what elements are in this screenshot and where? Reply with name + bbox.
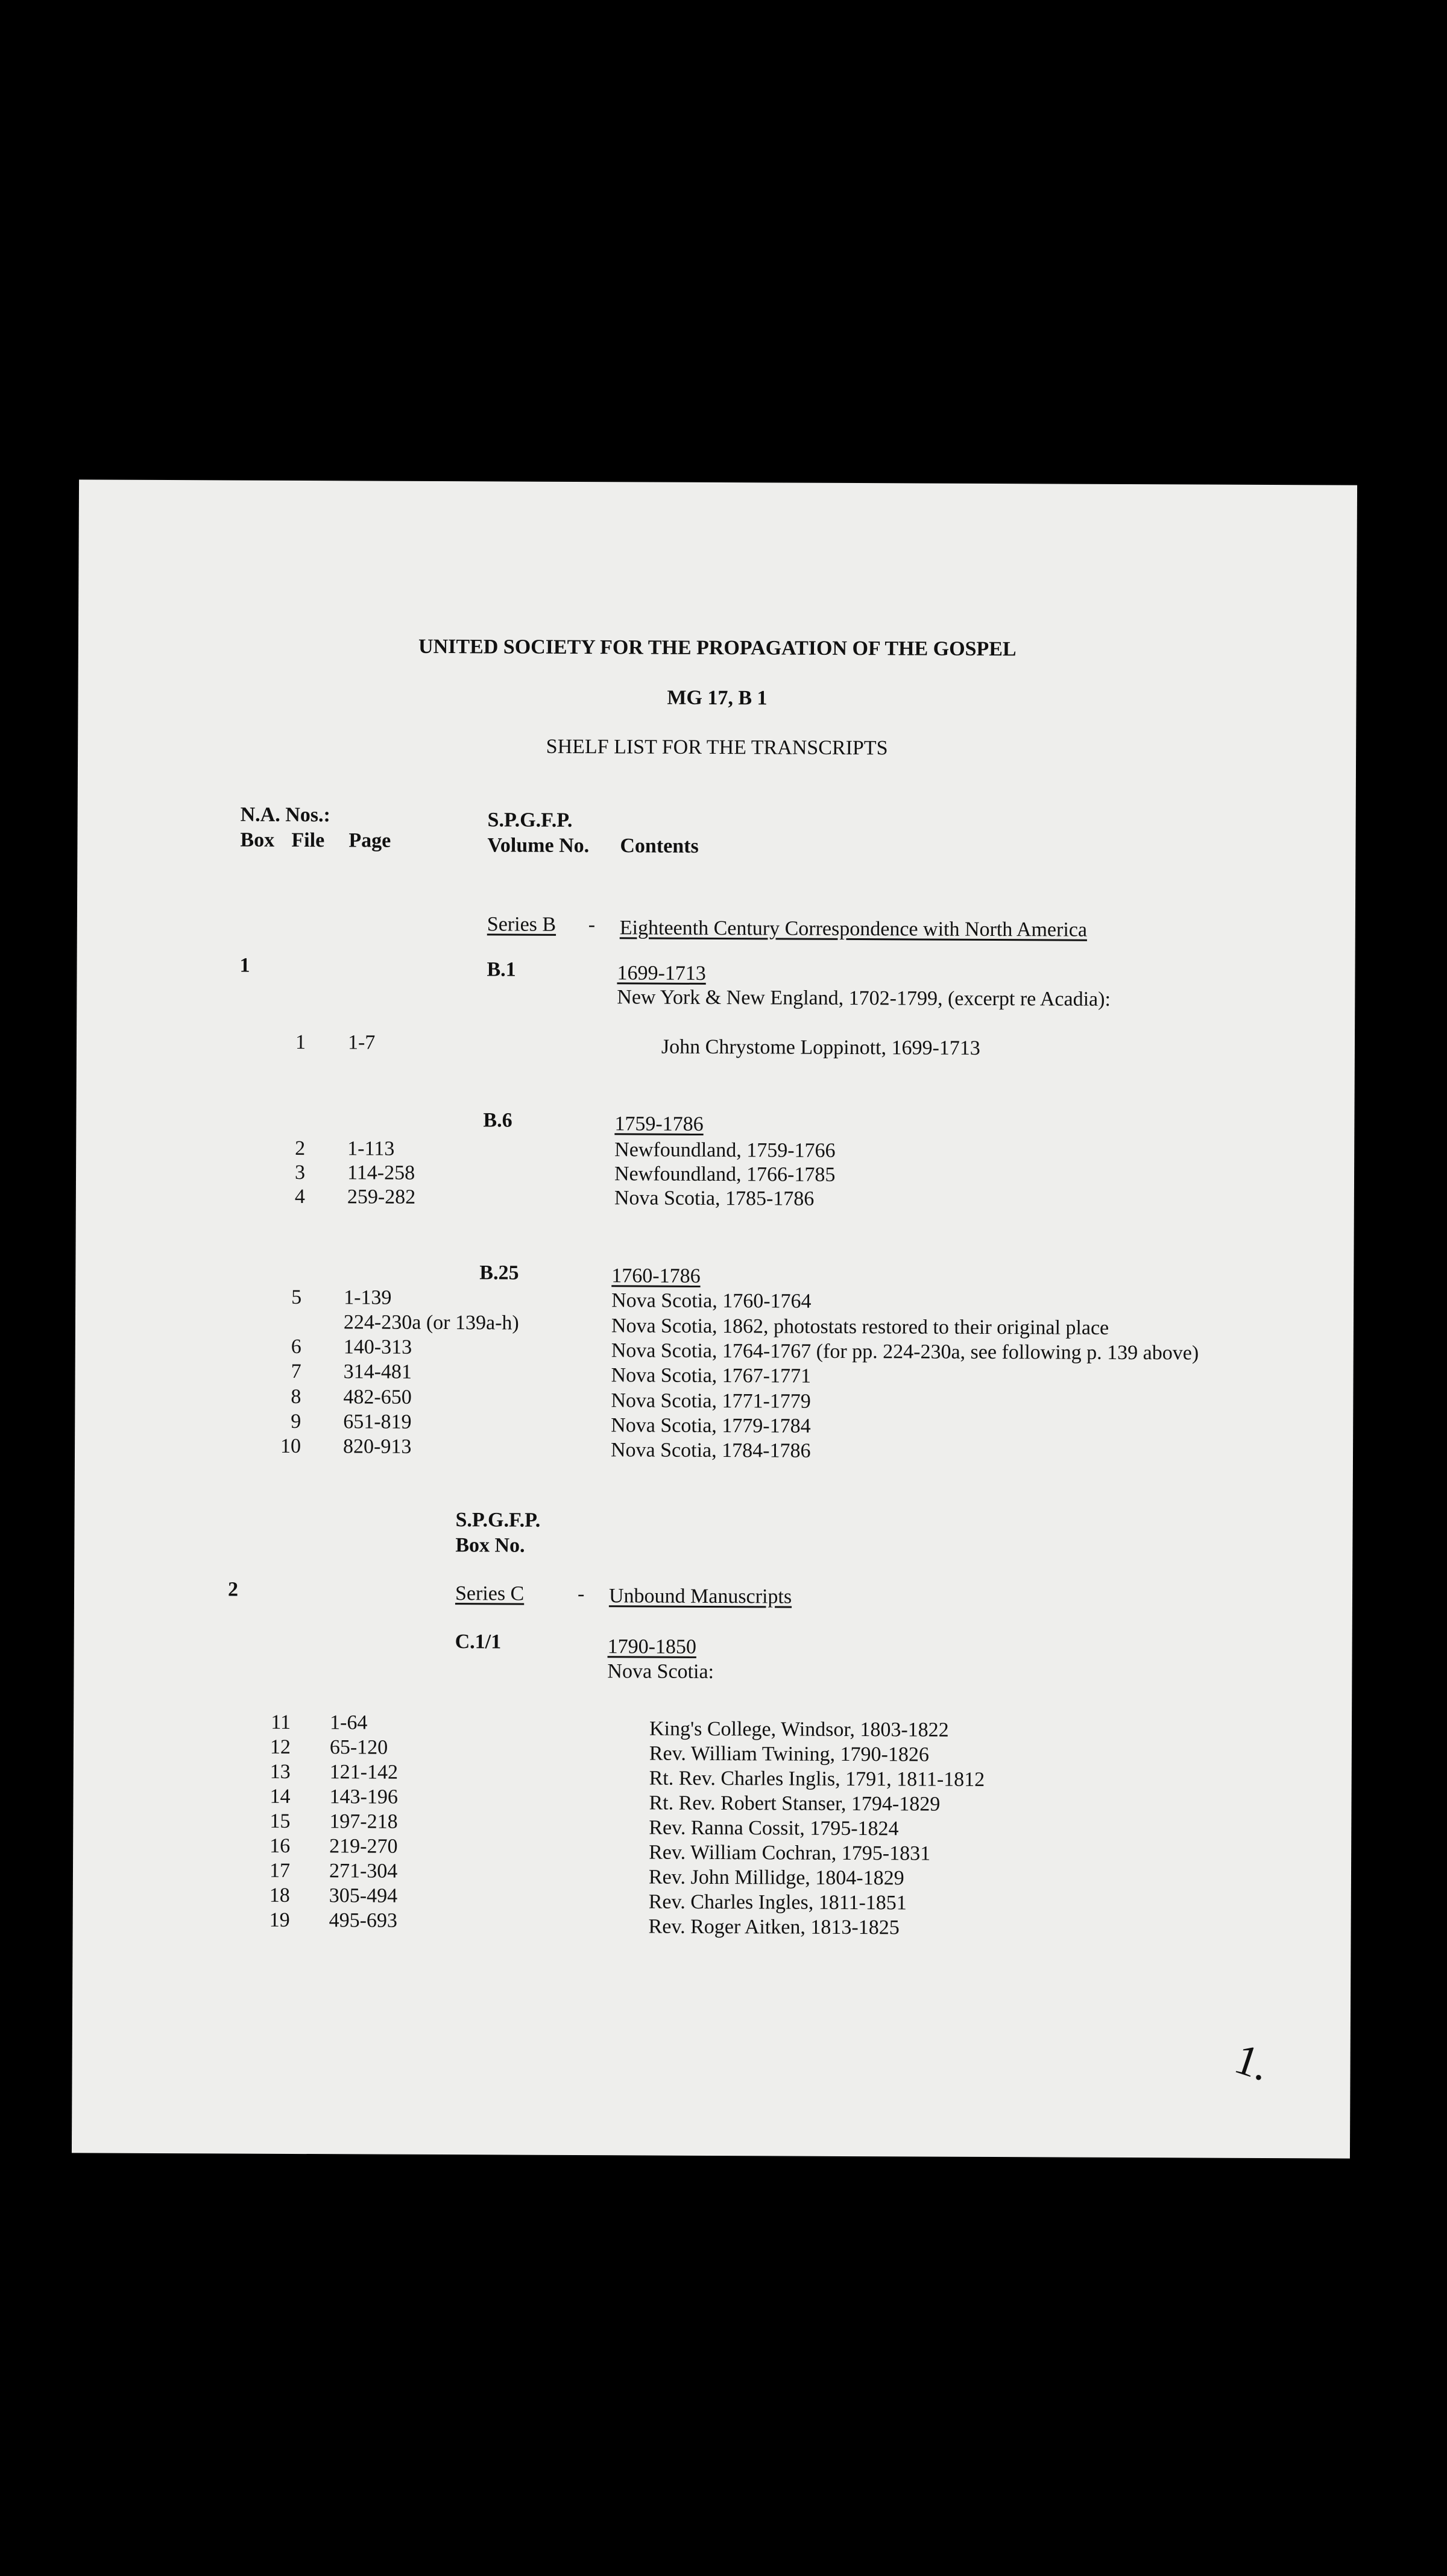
box-no-header: Box No. <box>455 1534 525 1557</box>
series-b-dash: - <box>588 914 596 936</box>
contents-header: Contents <box>620 835 699 857</box>
file-contents: Nova Scotia, 1764-1767 (for pp. 224-230a, see following p. 139 above) <box>611 1339 1199 1365</box>
document-title: UNITED SOCIETY FOR THE PROPAGATION OF THE GOSPEL <box>418 635 1017 661</box>
page-range: 197-218 <box>329 1810 398 1833</box>
file-number: 10 <box>280 1435 301 1458</box>
page-range: 1-113 <box>347 1137 395 1160</box>
page-range: 314-481 <box>343 1360 412 1383</box>
page-range: 140-313 <box>343 1336 412 1359</box>
file-contents: Rt. Rev. Charles Inglis, 1791, 1811-1812 <box>649 1767 985 1791</box>
box-number: 2 <box>227 1578 239 1601</box>
volume-description: New York & New England, 1702-1799, (excerpt re Acadia): <box>617 986 1111 1011</box>
page-range: 651-819 <box>343 1410 412 1433</box>
series-c-title: Unbound Manuscripts <box>608 1585 792 1608</box>
file-contents: Nova Scotia, 1760-1764 <box>611 1289 812 1313</box>
file-number: 14 <box>270 1785 291 1808</box>
volume-id: B.25 <box>479 1261 519 1284</box>
file-number: 1 <box>295 1031 306 1054</box>
file-header: File <box>291 829 325 852</box>
page-range: 305-494 <box>329 1884 398 1907</box>
file-contents: Nova Scotia, 1767-1771 <box>611 1364 812 1387</box>
spgfp-header: S.P.G.F.P. <box>487 809 573 832</box>
document-subtitle: SHELF LIST FOR THE TRANSCRIPTS <box>546 735 888 760</box>
file-number: 5 <box>291 1286 302 1309</box>
file-number: 19 <box>269 1908 290 1931</box>
series-c-label: Series C <box>455 1582 525 1605</box>
page-range: 495-693 <box>329 1909 398 1932</box>
page-range: 1-139 <box>344 1286 392 1309</box>
volume-dates: 1760-1786 <box>611 1264 701 1287</box>
file-number: 7 <box>291 1360 301 1383</box>
volume-dates: 1790-1850 <box>607 1635 697 1658</box>
series-b-title: Eighteenth Century Correspondence with North America <box>619 917 1088 941</box>
file-number: 3 <box>294 1161 306 1184</box>
page-range: 259-282 <box>347 1185 416 1208</box>
volume-dates: 1699-1713 <box>617 962 706 985</box>
box-header: Box <box>240 829 275 851</box>
series-b-label: Series B <box>487 913 556 936</box>
volume-id: B.1 <box>487 958 516 981</box>
page-range: 219-270 <box>329 1835 398 1858</box>
file-contents: Nova Scotia, 1862, photostats restored to their original place <box>611 1315 1109 1339</box>
file-number: 16 <box>270 1834 291 1857</box>
file-contents: Nova Scotia, 1771-1779 <box>611 1389 811 1413</box>
collection-number: MG 17, B 1 <box>667 686 768 710</box>
page-range: 482-650 <box>343 1386 412 1409</box>
na-nos-header: N.A. Nos.: <box>240 803 330 827</box>
file-contents: Newfoundland, 1759-1766 <box>614 1138 836 1162</box>
page-range: 143-196 <box>329 1785 398 1808</box>
page-range: 114-258 <box>347 1161 415 1184</box>
file-contents: Rev. William Cochran, 1795-1831 <box>649 1841 931 1865</box>
file-contents: Rev. Ranna Cossit, 1795-1824 <box>649 1816 899 1840</box>
file-contents: Nova Scotia, 1785-1786 <box>614 1187 815 1210</box>
file-number: 4 <box>294 1185 305 1208</box>
series-c-dash: - <box>577 1583 585 1606</box>
page-range: 820-913 <box>342 1435 412 1458</box>
page-header: Page <box>348 829 391 852</box>
file-contents: Rev. William Twining, 1790-1826 <box>649 1742 929 1766</box>
spgfp-header: S.P.G.F.P. <box>455 1509 541 1532</box>
file-contents: Rev. Roger Aitken, 1813-1825 <box>648 1915 900 1939</box>
file-number: 12 <box>270 1735 291 1758</box>
box-number: 1 <box>239 954 250 977</box>
document-page <box>72 479 1357 2158</box>
file-contents: Rev. Charles Ingles, 1811-1851 <box>648 1890 907 1915</box>
file-contents: Rev. John Millidge, 1804-1829 <box>648 1866 904 1890</box>
page-range: 65-120 <box>329 1736 388 1759</box>
file-number: 18 <box>269 1884 290 1907</box>
file-contents: Nova Scotia, 1779-1784 <box>611 1414 811 1438</box>
page-range: 121-142 <box>329 1761 399 1784</box>
file-number: 9 <box>291 1410 301 1433</box>
handwritten-page-mark: 1. <box>1229 2034 1275 2091</box>
volume-no-header: Volume No. <box>487 834 590 857</box>
file-number: 6 <box>291 1335 301 1359</box>
volume-id: B.6 <box>483 1109 512 1132</box>
file-number: 17 <box>269 1859 291 1882</box>
page-range: 1-64 <box>329 1711 368 1734</box>
page-range: 1-7 <box>347 1031 376 1054</box>
file-number: 8 <box>291 1385 301 1409</box>
file-contents: Newfoundland, 1766-1785 <box>614 1163 836 1186</box>
page-range: 271-304 <box>329 1860 398 1883</box>
file-contents: Nova Scotia, 1784-1786 <box>610 1439 811 1462</box>
file-number: 13 <box>270 1760 291 1783</box>
file-number: 2 <box>295 1137 306 1160</box>
volume-dates: 1759-1786 <box>614 1113 704 1135</box>
file-number: 11 <box>271 1711 291 1734</box>
page-range: 224-230a (or 139a-h) <box>343 1311 519 1334</box>
volume-id: C.1/1 <box>455 1631 502 1653</box>
file-number: 15 <box>270 1810 291 1833</box>
file-contents: Rt. Rev. Robert Stanser, 1794-1829 <box>649 1792 941 1816</box>
file-contents: John Chrystome Loppinott, 1699-1713 <box>661 1035 980 1059</box>
volume-description: Nova Scotia: <box>607 1660 714 1684</box>
file-contents: King's College, Windsor, 1803-1822 <box>649 1717 949 1741</box>
